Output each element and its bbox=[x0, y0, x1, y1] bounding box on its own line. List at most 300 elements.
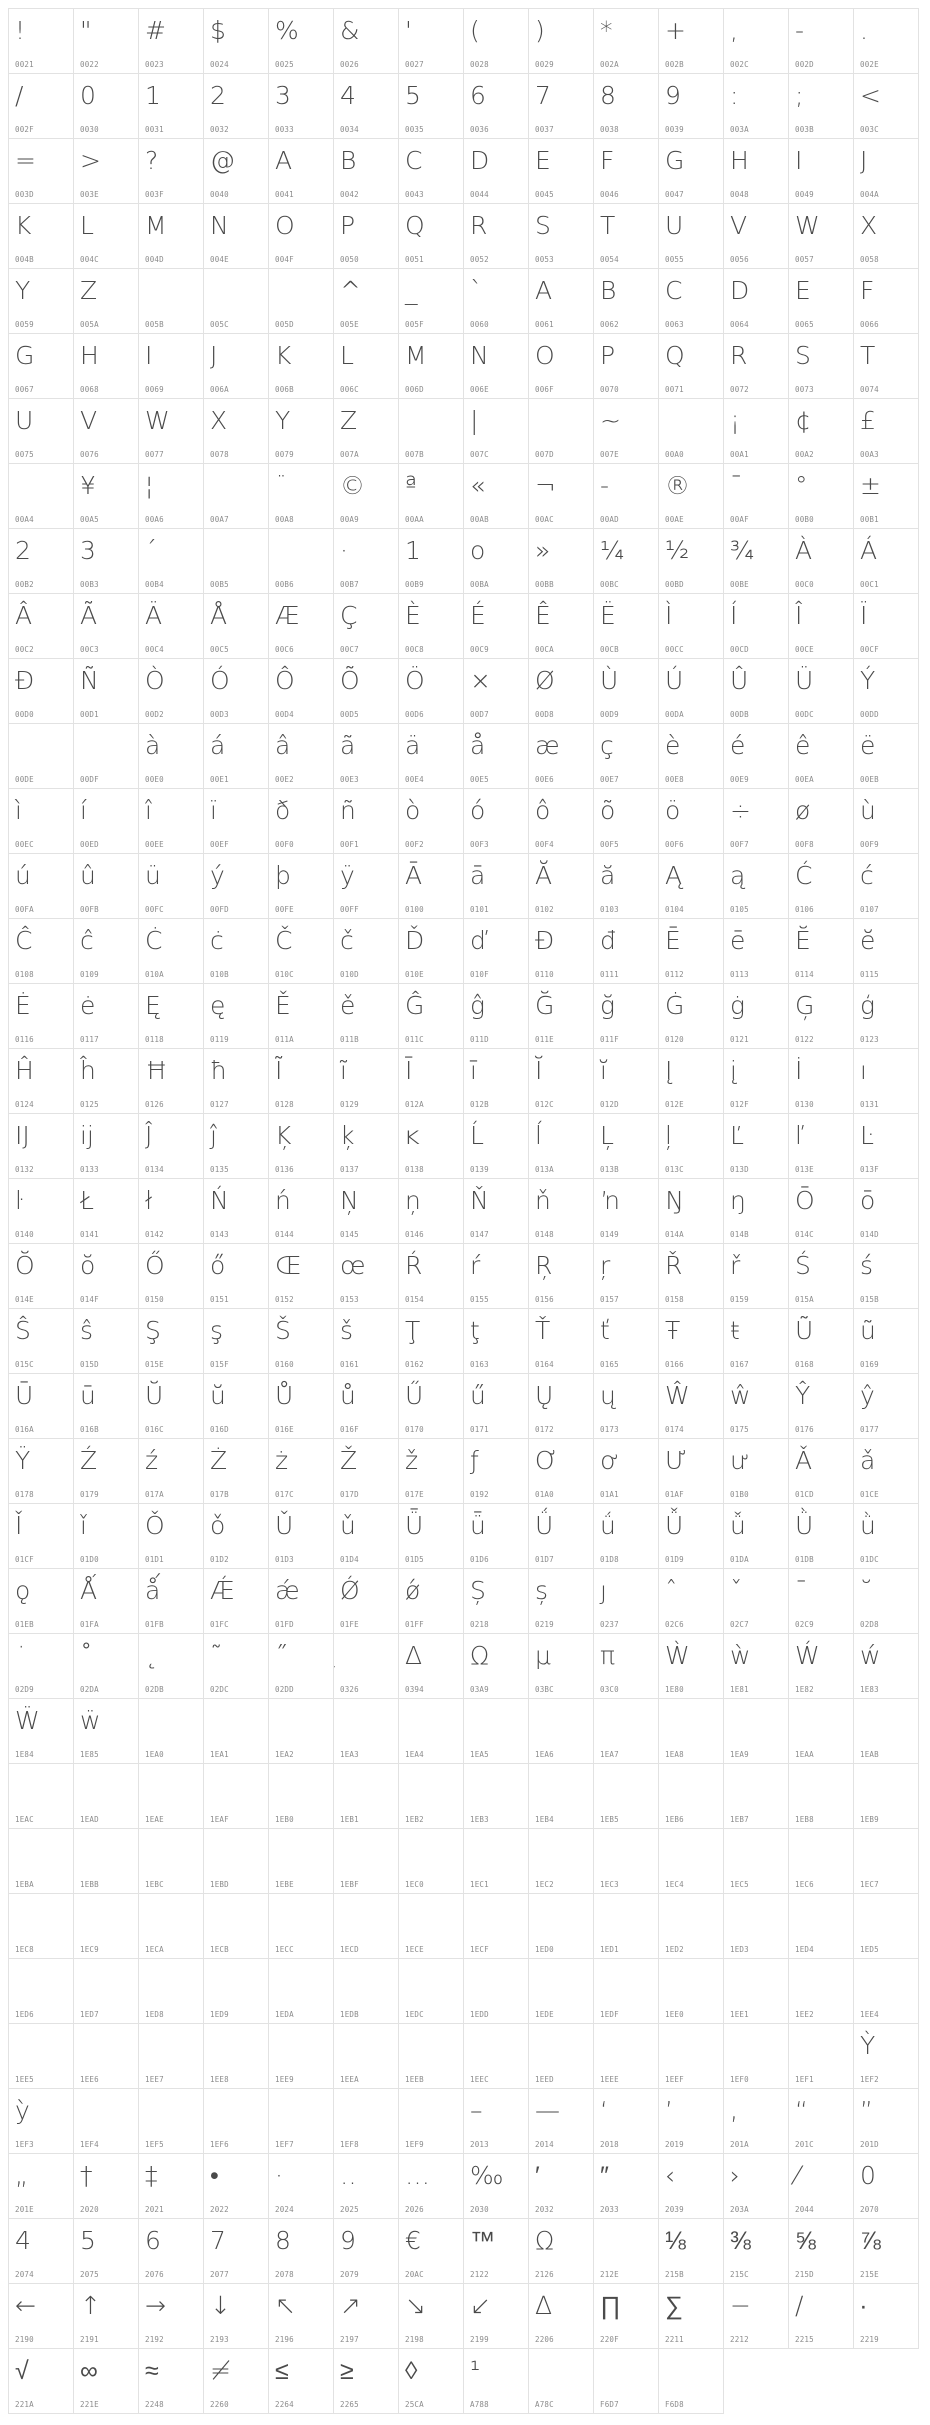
glyph-cell[interactable] bbox=[9, 204, 74, 269]
glyph-cell[interactable] bbox=[464, 2024, 529, 2089]
glyph-cell[interactable] bbox=[204, 659, 269, 724]
glyph-cell[interactable] bbox=[9, 9, 74, 74]
glyph-cell[interactable] bbox=[594, 1244, 659, 1309]
glyph-cell[interactable] bbox=[594, 854, 659, 919]
glyph-cell[interactable] bbox=[464, 139, 529, 204]
glyph-cell[interactable] bbox=[9, 74, 74, 139]
glyph-cell[interactable] bbox=[659, 1699, 724, 1764]
glyph-cell[interactable] bbox=[334, 2219, 399, 2284]
glyph-cell[interactable] bbox=[724, 269, 789, 334]
glyph-cell[interactable] bbox=[724, 1829, 789, 1894]
glyph-cell[interactable] bbox=[789, 1959, 854, 2024]
glyph-cell[interactable] bbox=[204, 139, 269, 204]
glyph-cell[interactable] bbox=[789, 984, 854, 1049]
glyph-cell[interactable] bbox=[204, 1439, 269, 1504]
glyph-cell[interactable] bbox=[9, 1764, 74, 1829]
glyph-cell[interactable] bbox=[139, 139, 204, 204]
glyph-cell[interactable] bbox=[74, 1829, 139, 1894]
glyph-cell[interactable] bbox=[9, 2089, 74, 2154]
glyph-cell[interactable] bbox=[399, 1439, 464, 1504]
glyph-cell[interactable] bbox=[334, 1244, 399, 1309]
glyph-cell[interactable] bbox=[854, 269, 919, 334]
glyph-cell[interactable] bbox=[204, 789, 269, 854]
glyph-cell[interactable] bbox=[854, 724, 919, 789]
glyph-cell[interactable] bbox=[399, 724, 464, 789]
glyph-cell[interactable] bbox=[659, 724, 724, 789]
glyph-cell[interactable] bbox=[854, 1699, 919, 1764]
glyph-cell[interactable] bbox=[724, 204, 789, 269]
glyph-cell[interactable] bbox=[659, 269, 724, 334]
glyph-cell[interactable] bbox=[464, 2219, 529, 2284]
glyph-cell[interactable] bbox=[139, 1504, 204, 1569]
glyph-cell[interactable] bbox=[594, 399, 659, 464]
glyph-cell[interactable] bbox=[854, 2284, 919, 2349]
glyph-cell[interactable] bbox=[854, 2219, 919, 2284]
glyph-cell[interactable] bbox=[334, 204, 399, 269]
glyph-cell[interactable] bbox=[659, 204, 724, 269]
glyph-cell[interactable] bbox=[659, 659, 724, 724]
glyph-cell[interactable] bbox=[529, 1114, 594, 1179]
glyph-cell[interactable] bbox=[529, 789, 594, 854]
glyph-cell[interactable] bbox=[399, 1049, 464, 1114]
glyph-cell[interactable] bbox=[139, 724, 204, 789]
glyph-cell[interactable] bbox=[74, 2284, 139, 2349]
glyph-cell[interactable] bbox=[74, 269, 139, 334]
glyph-cell[interactable] bbox=[269, 1829, 334, 1894]
glyph-cell[interactable] bbox=[854, 659, 919, 724]
glyph-cell[interactable] bbox=[594, 1959, 659, 2024]
glyph-cell[interactable] bbox=[269, 2089, 334, 2154]
glyph-cell[interactable] bbox=[724, 1049, 789, 1114]
glyph-cell[interactable] bbox=[594, 1894, 659, 1959]
glyph-cell[interactable] bbox=[269, 1439, 334, 1504]
glyph-cell[interactable] bbox=[854, 1829, 919, 1894]
glyph-cell[interactable] bbox=[529, 1504, 594, 1569]
glyph-cell[interactable] bbox=[789, 1504, 854, 1569]
glyph-cell[interactable] bbox=[789, 399, 854, 464]
glyph-cell[interactable] bbox=[399, 789, 464, 854]
glyph-cell[interactable] bbox=[529, 204, 594, 269]
glyph-cell[interactable] bbox=[789, 2089, 854, 2154]
glyph-cell[interactable] bbox=[854, 919, 919, 984]
glyph-cell[interactable] bbox=[9, 1244, 74, 1309]
glyph-cell[interactable] bbox=[529, 1244, 594, 1309]
glyph-cell[interactable] bbox=[464, 1309, 529, 1374]
glyph-cell[interactable] bbox=[789, 789, 854, 854]
glyph-cell[interactable] bbox=[74, 1699, 139, 1764]
glyph-cell[interactable] bbox=[659, 2024, 724, 2089]
glyph-cell[interactable] bbox=[269, 919, 334, 984]
glyph-cell[interactable] bbox=[204, 1309, 269, 1374]
glyph-cell[interactable] bbox=[854, 1309, 919, 1374]
glyph-cell[interactable] bbox=[464, 1634, 529, 1699]
glyph-cell[interactable] bbox=[594, 1439, 659, 1504]
glyph-cell[interactable] bbox=[464, 2089, 529, 2154]
glyph-cell[interactable] bbox=[204, 1049, 269, 1114]
glyph-cell[interactable] bbox=[269, 1569, 334, 1634]
glyph-cell[interactable] bbox=[464, 724, 529, 789]
glyph-cell[interactable] bbox=[399, 139, 464, 204]
glyph-cell[interactable] bbox=[594, 74, 659, 139]
glyph-cell[interactable] bbox=[74, 1309, 139, 1374]
glyph-cell[interactable] bbox=[659, 139, 724, 204]
glyph-cell[interactable] bbox=[334, 1959, 399, 2024]
glyph-cell[interactable] bbox=[854, 2024, 919, 2089]
glyph-cell[interactable] bbox=[464, 1374, 529, 1439]
glyph-cell[interactable] bbox=[74, 1504, 139, 1569]
glyph-cell[interactable] bbox=[594, 1764, 659, 1829]
glyph-cell[interactable] bbox=[334, 529, 399, 594]
glyph-cell[interactable] bbox=[74, 139, 139, 204]
glyph-cell[interactable] bbox=[594, 9, 659, 74]
glyph-cell[interactable] bbox=[399, 659, 464, 724]
glyph-cell[interactable] bbox=[854, 1504, 919, 1569]
glyph-cell[interactable] bbox=[399, 1179, 464, 1244]
glyph-cell[interactable] bbox=[399, 919, 464, 984]
glyph-cell[interactable] bbox=[724, 464, 789, 529]
glyph-cell[interactable] bbox=[529, 2089, 594, 2154]
glyph-cell[interactable] bbox=[334, 724, 399, 789]
glyph-cell[interactable] bbox=[269, 984, 334, 1049]
glyph-cell[interactable] bbox=[204, 269, 269, 334]
glyph-cell[interactable] bbox=[269, 854, 334, 919]
glyph-cell[interactable] bbox=[464, 2349, 529, 2414]
glyph-cell[interactable] bbox=[399, 854, 464, 919]
glyph-cell[interactable] bbox=[659, 334, 724, 399]
glyph-cell[interactable] bbox=[529, 269, 594, 334]
glyph-cell[interactable] bbox=[789, 1829, 854, 1894]
glyph-cell[interactable] bbox=[594, 464, 659, 529]
glyph-cell[interactable] bbox=[464, 984, 529, 1049]
glyph-cell[interactable] bbox=[269, 1309, 334, 1374]
glyph-cell[interactable] bbox=[464, 1699, 529, 1764]
glyph-cell[interactable] bbox=[659, 594, 724, 659]
glyph-cell[interactable] bbox=[464, 1179, 529, 1244]
glyph-cell[interactable] bbox=[9, 529, 74, 594]
glyph-cell[interactable] bbox=[74, 1634, 139, 1699]
glyph-cell[interactable] bbox=[74, 1439, 139, 1504]
glyph-cell[interactable] bbox=[204, 1504, 269, 1569]
glyph-cell[interactable] bbox=[399, 1699, 464, 1764]
glyph-cell[interactable] bbox=[724, 594, 789, 659]
glyph-cell[interactable] bbox=[659, 2349, 724, 2414]
glyph-cell[interactable] bbox=[204, 1764, 269, 1829]
glyph-cell[interactable] bbox=[464, 789, 529, 854]
glyph-cell[interactable] bbox=[724, 2219, 789, 2284]
glyph-cell[interactable] bbox=[139, 269, 204, 334]
glyph-cell[interactable] bbox=[269, 1374, 334, 1439]
glyph-cell[interactable] bbox=[139, 1309, 204, 1374]
glyph-cell[interactable] bbox=[594, 919, 659, 984]
glyph-cell[interactable] bbox=[724, 854, 789, 919]
glyph-cell[interactable] bbox=[854, 464, 919, 529]
glyph-cell[interactable] bbox=[724, 9, 789, 74]
glyph-cell[interactable] bbox=[9, 464, 74, 529]
glyph-cell[interactable] bbox=[399, 1764, 464, 1829]
glyph-cell[interactable] bbox=[399, 1504, 464, 1569]
glyph-cell[interactable] bbox=[464, 1569, 529, 1634]
glyph-cell[interactable] bbox=[9, 1569, 74, 1634]
glyph-cell[interactable] bbox=[724, 2089, 789, 2154]
glyph-cell[interactable] bbox=[659, 2154, 724, 2219]
glyph-cell[interactable] bbox=[724, 74, 789, 139]
glyph-cell[interactable] bbox=[789, 2024, 854, 2089]
glyph-cell[interactable] bbox=[854, 1764, 919, 1829]
glyph-cell[interactable] bbox=[659, 399, 724, 464]
glyph-cell[interactable] bbox=[464, 334, 529, 399]
glyph-cell[interactable] bbox=[9, 139, 74, 204]
glyph-cell[interactable] bbox=[529, 2349, 594, 2414]
glyph-cell[interactable] bbox=[334, 854, 399, 919]
glyph-cell[interactable] bbox=[659, 2284, 724, 2349]
glyph-cell[interactable] bbox=[529, 659, 594, 724]
glyph-cell[interactable] bbox=[789, 1439, 854, 1504]
glyph-cell[interactable] bbox=[139, 1114, 204, 1179]
glyph-cell[interactable] bbox=[399, 1569, 464, 1634]
glyph-cell[interactable] bbox=[854, 1179, 919, 1244]
glyph-cell[interactable] bbox=[399, 529, 464, 594]
glyph-cell[interactable] bbox=[789, 724, 854, 789]
glyph-cell[interactable] bbox=[74, 2089, 139, 2154]
glyph-cell[interactable] bbox=[269, 1764, 334, 1829]
glyph-cell[interactable] bbox=[789, 594, 854, 659]
glyph-cell[interactable] bbox=[139, 1634, 204, 1699]
glyph-cell[interactable] bbox=[724, 1114, 789, 1179]
glyph-cell[interactable] bbox=[204, 594, 269, 659]
glyph-cell[interactable] bbox=[399, 2154, 464, 2219]
glyph-cell[interactable] bbox=[464, 1959, 529, 2024]
glyph-cell[interactable] bbox=[269, 2154, 334, 2219]
glyph-cell[interactable] bbox=[399, 74, 464, 139]
glyph-cell[interactable] bbox=[854, 1634, 919, 1699]
glyph-cell[interactable] bbox=[74, 1764, 139, 1829]
glyph-cell[interactable] bbox=[399, 204, 464, 269]
glyph-cell[interactable] bbox=[399, 334, 464, 399]
glyph-cell[interactable] bbox=[724, 789, 789, 854]
glyph-cell[interactable] bbox=[594, 1699, 659, 1764]
glyph-cell[interactable] bbox=[464, 919, 529, 984]
glyph-cell[interactable] bbox=[139, 2089, 204, 2154]
glyph-cell[interactable] bbox=[334, 1309, 399, 1374]
glyph-cell[interactable] bbox=[334, 334, 399, 399]
glyph-cell[interactable] bbox=[594, 984, 659, 1049]
glyph-cell[interactable] bbox=[74, 854, 139, 919]
glyph-cell[interactable] bbox=[269, 659, 334, 724]
glyph-cell[interactable] bbox=[724, 1504, 789, 1569]
glyph-cell[interactable] bbox=[269, 2349, 334, 2414]
glyph-cell[interactable] bbox=[9, 1504, 74, 1569]
glyph-cell[interactable] bbox=[204, 984, 269, 1049]
glyph-cell[interactable] bbox=[854, 139, 919, 204]
glyph-cell[interactable] bbox=[204, 919, 269, 984]
glyph-cell[interactable] bbox=[464, 1894, 529, 1959]
glyph-cell[interactable] bbox=[204, 1894, 269, 1959]
glyph-cell[interactable] bbox=[724, 2024, 789, 2089]
glyph-cell[interactable] bbox=[464, 1049, 529, 1114]
glyph-cell[interactable] bbox=[789, 529, 854, 594]
glyph-cell[interactable] bbox=[854, 204, 919, 269]
glyph-cell[interactable] bbox=[334, 2154, 399, 2219]
glyph-cell[interactable] bbox=[334, 594, 399, 659]
glyph-cell[interactable] bbox=[789, 1894, 854, 1959]
glyph-cell[interactable] bbox=[399, 1829, 464, 1894]
glyph-cell[interactable] bbox=[139, 1049, 204, 1114]
glyph-cell[interactable] bbox=[529, 2154, 594, 2219]
glyph-cell[interactable] bbox=[204, 2089, 269, 2154]
glyph-cell[interactable] bbox=[139, 1829, 204, 1894]
glyph-cell[interactable] bbox=[204, 2154, 269, 2219]
glyph-cell[interactable] bbox=[139, 1764, 204, 1829]
glyph-cell[interactable] bbox=[724, 2284, 789, 2349]
glyph-cell[interactable] bbox=[9, 2154, 74, 2219]
glyph-cell[interactable] bbox=[659, 1309, 724, 1374]
glyph-cell[interactable] bbox=[334, 789, 399, 854]
glyph-cell[interactable] bbox=[464, 529, 529, 594]
glyph-cell[interactable] bbox=[529, 2219, 594, 2284]
glyph-cell[interactable] bbox=[204, 854, 269, 919]
glyph-cell[interactable] bbox=[594, 1829, 659, 1894]
glyph-cell[interactable] bbox=[659, 464, 724, 529]
glyph-cell[interactable] bbox=[529, 2284, 594, 2349]
glyph-cell[interactable] bbox=[9, 1179, 74, 1244]
glyph-cell[interactable] bbox=[529, 9, 594, 74]
glyph-cell[interactable] bbox=[789, 269, 854, 334]
glyph-cell[interactable] bbox=[789, 1179, 854, 1244]
glyph-cell[interactable] bbox=[334, 1569, 399, 1634]
glyph-cell[interactable] bbox=[399, 1634, 464, 1699]
glyph-cell[interactable] bbox=[789, 204, 854, 269]
glyph-cell[interactable] bbox=[9, 1894, 74, 1959]
glyph-cell[interactable] bbox=[74, 1374, 139, 1439]
glyph-cell[interactable] bbox=[269, 1114, 334, 1179]
glyph-cell[interactable] bbox=[204, 1699, 269, 1764]
glyph-cell[interactable] bbox=[139, 399, 204, 464]
glyph-cell[interactable] bbox=[139, 1374, 204, 1439]
glyph-cell[interactable] bbox=[789, 1764, 854, 1829]
glyph-cell[interactable] bbox=[854, 1439, 919, 1504]
glyph-cell[interactable] bbox=[74, 334, 139, 399]
glyph-cell[interactable] bbox=[139, 1894, 204, 1959]
glyph-cell[interactable] bbox=[139, 2154, 204, 2219]
glyph-cell[interactable] bbox=[594, 1634, 659, 1699]
glyph-cell[interactable] bbox=[464, 1244, 529, 1309]
glyph-cell[interactable] bbox=[204, 399, 269, 464]
glyph-cell[interactable] bbox=[659, 789, 724, 854]
glyph-cell[interactable] bbox=[659, 1569, 724, 1634]
glyph-cell[interactable] bbox=[139, 594, 204, 659]
glyph-cell[interactable] bbox=[9, 594, 74, 659]
glyph-cell[interactable] bbox=[594, 2219, 659, 2284]
glyph-cell[interactable] bbox=[399, 464, 464, 529]
glyph-cell[interactable] bbox=[464, 854, 529, 919]
glyph-cell[interactable] bbox=[789, 1309, 854, 1374]
glyph-cell[interactable] bbox=[139, 2024, 204, 2089]
glyph-cell[interactable] bbox=[399, 1114, 464, 1179]
glyph-cell[interactable] bbox=[139, 1179, 204, 1244]
glyph-cell[interactable] bbox=[789, 74, 854, 139]
glyph-cell[interactable] bbox=[204, 724, 269, 789]
glyph-cell[interactable] bbox=[204, 1244, 269, 1309]
glyph-cell[interactable] bbox=[464, 204, 529, 269]
glyph-cell[interactable] bbox=[139, 919, 204, 984]
glyph-cell[interactable] bbox=[529, 724, 594, 789]
glyph-cell[interactable] bbox=[724, 919, 789, 984]
glyph-cell[interactable] bbox=[464, 2284, 529, 2349]
glyph-cell[interactable] bbox=[724, 1179, 789, 1244]
glyph-cell[interactable] bbox=[529, 1179, 594, 1244]
glyph-cell[interactable] bbox=[594, 659, 659, 724]
glyph-cell[interactable] bbox=[74, 2349, 139, 2414]
glyph-cell[interactable] bbox=[594, 204, 659, 269]
glyph-cell[interactable] bbox=[334, 139, 399, 204]
glyph-cell[interactable] bbox=[9, 1049, 74, 1114]
glyph-cell[interactable] bbox=[789, 1374, 854, 1439]
glyph-cell[interactable] bbox=[854, 1374, 919, 1439]
glyph-cell[interactable] bbox=[334, 984, 399, 1049]
glyph-cell[interactable] bbox=[399, 2349, 464, 2414]
glyph-cell[interactable] bbox=[204, 464, 269, 529]
glyph-cell[interactable] bbox=[334, 919, 399, 984]
glyph-cell[interactable] bbox=[269, 9, 334, 74]
glyph-cell[interactable] bbox=[139, 529, 204, 594]
glyph-cell[interactable] bbox=[594, 2089, 659, 2154]
glyph-cell[interactable] bbox=[334, 1894, 399, 1959]
glyph-cell[interactable] bbox=[659, 919, 724, 984]
glyph-cell[interactable] bbox=[659, 1374, 724, 1439]
glyph-cell[interactable] bbox=[854, 854, 919, 919]
glyph-cell[interactable] bbox=[399, 1894, 464, 1959]
glyph-cell[interactable] bbox=[9, 1634, 74, 1699]
glyph-cell[interactable] bbox=[854, 789, 919, 854]
glyph-cell[interactable] bbox=[659, 1244, 724, 1309]
glyph-cell[interactable] bbox=[74, 1569, 139, 1634]
glyph-cell[interactable] bbox=[334, 1504, 399, 1569]
glyph-cell[interactable] bbox=[724, 1374, 789, 1439]
glyph-cell[interactable] bbox=[269, 529, 334, 594]
glyph-cell[interactable] bbox=[139, 74, 204, 139]
glyph-cell[interactable] bbox=[334, 399, 399, 464]
glyph-cell[interactable] bbox=[594, 594, 659, 659]
glyph-cell[interactable] bbox=[204, 1569, 269, 1634]
glyph-cell[interactable] bbox=[399, 9, 464, 74]
glyph-cell[interactable] bbox=[399, 269, 464, 334]
glyph-cell[interactable] bbox=[204, 2219, 269, 2284]
glyph-cell[interactable] bbox=[854, 2089, 919, 2154]
glyph-cell[interactable] bbox=[724, 139, 789, 204]
glyph-cell[interactable] bbox=[334, 1634, 399, 1699]
glyph-cell[interactable] bbox=[659, 1894, 724, 1959]
glyph-cell[interactable] bbox=[334, 1439, 399, 1504]
glyph-cell[interactable] bbox=[529, 1829, 594, 1894]
glyph-cell[interactable] bbox=[269, 2024, 334, 2089]
glyph-cell[interactable] bbox=[594, 529, 659, 594]
glyph-cell[interactable] bbox=[789, 2284, 854, 2349]
glyph-cell[interactable] bbox=[139, 1244, 204, 1309]
glyph-cell[interactable] bbox=[594, 139, 659, 204]
glyph-cell[interactable] bbox=[724, 334, 789, 399]
glyph-cell[interactable] bbox=[269, 2284, 334, 2349]
glyph-cell[interactable] bbox=[74, 659, 139, 724]
glyph-cell[interactable] bbox=[854, 399, 919, 464]
glyph-cell[interactable] bbox=[464, 399, 529, 464]
glyph-cell[interactable] bbox=[594, 334, 659, 399]
glyph-cell[interactable] bbox=[464, 269, 529, 334]
glyph-cell[interactable] bbox=[399, 1244, 464, 1309]
glyph-cell[interactable] bbox=[74, 2219, 139, 2284]
glyph-cell[interactable] bbox=[659, 2089, 724, 2154]
glyph-cell[interactable] bbox=[9, 1439, 74, 1504]
glyph-cell[interactable] bbox=[139, 204, 204, 269]
